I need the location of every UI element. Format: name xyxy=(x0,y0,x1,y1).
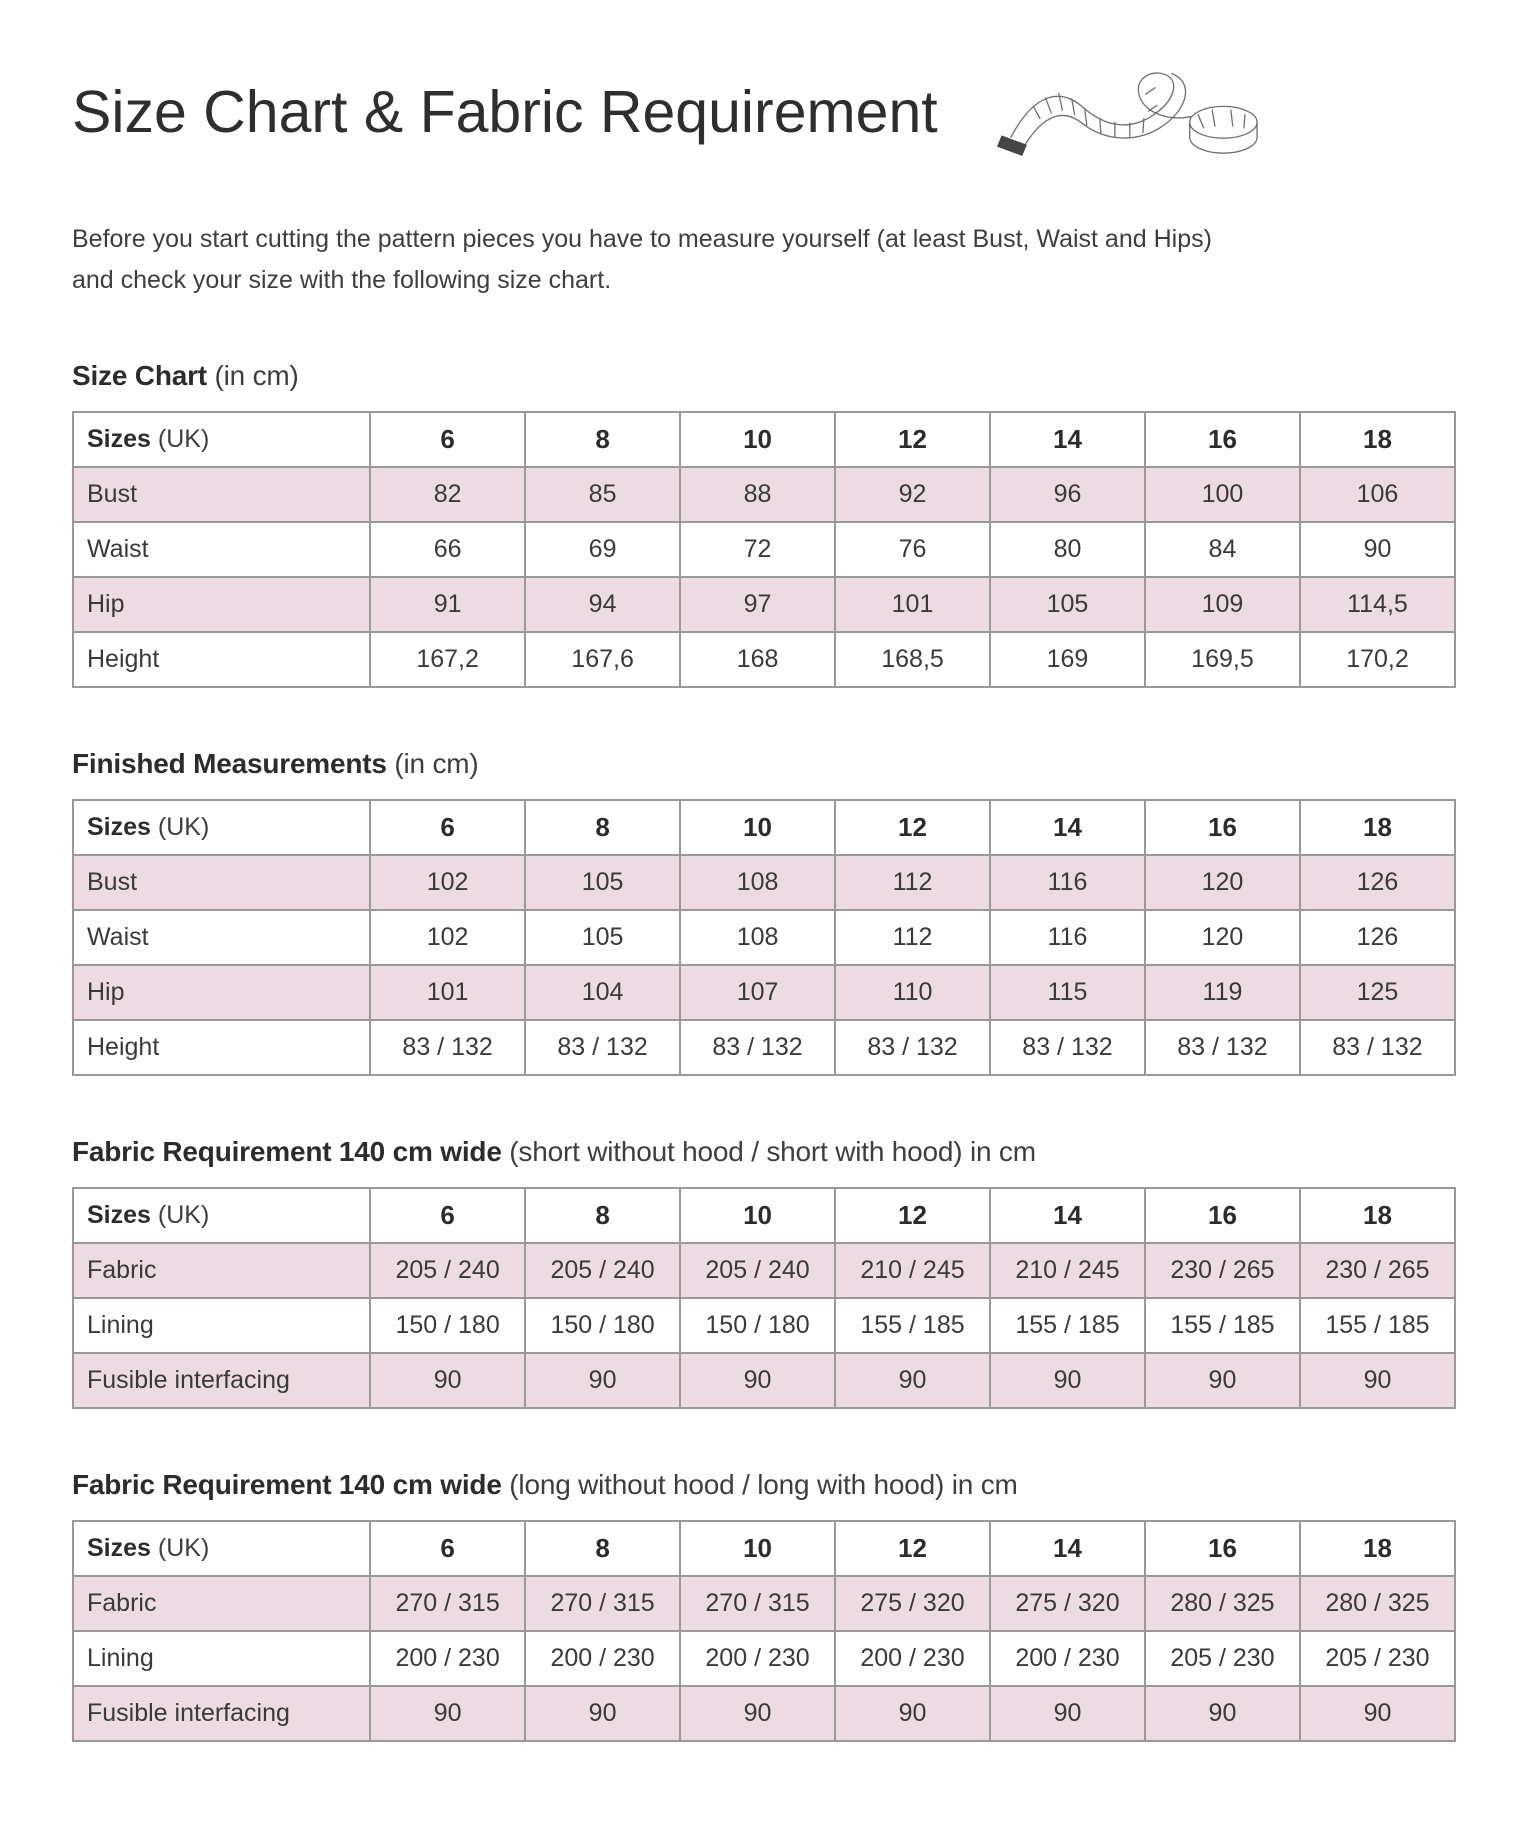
value-cell: 110 xyxy=(835,965,990,1020)
value-cell: 90 xyxy=(370,1353,525,1408)
value-cell: 90 xyxy=(1300,1353,1455,1408)
value-cell: 116 xyxy=(990,910,1145,965)
size-column-header: 8 xyxy=(525,1521,680,1576)
value-cell: 155 / 185 xyxy=(835,1298,990,1353)
value-cell: 90 xyxy=(1300,1686,1455,1741)
row-label: Height xyxy=(73,1020,370,1075)
value-cell: 97 xyxy=(680,577,835,632)
value-cell: 115 xyxy=(990,965,1145,1020)
header-row xyxy=(73,1521,1455,1576)
value-cell: 106 xyxy=(1300,467,1455,522)
value-cell: 108 xyxy=(680,855,835,910)
size-column-header: 16 xyxy=(1145,1521,1300,1576)
value-cell: 109 xyxy=(1145,577,1300,632)
value-cell: 90 xyxy=(1145,1686,1300,1741)
value-cell: 83 / 132 xyxy=(990,1020,1145,1075)
size-column-header: 16 xyxy=(1145,1188,1300,1243)
value-cell: 200 / 230 xyxy=(835,1631,990,1686)
value-cell: 280 / 325 xyxy=(1145,1576,1300,1631)
size-column-header: 14 xyxy=(990,1521,1145,1576)
value-cell: 80 xyxy=(990,522,1145,577)
size-column-header: 10 xyxy=(680,1188,835,1243)
size-column-header: 18 xyxy=(1300,412,1455,467)
row-label: Fabric xyxy=(73,1243,370,1298)
value-cell: 205 / 230 xyxy=(1145,1631,1300,1686)
header-row xyxy=(73,800,1455,855)
row-label: Hip xyxy=(73,577,370,632)
value-cell: 101 xyxy=(835,577,990,632)
value-cell: 112 xyxy=(835,855,990,910)
table-row xyxy=(73,1576,1455,1631)
section-heading xyxy=(72,748,1456,780)
value-cell: 105 xyxy=(990,577,1145,632)
value-cell: 126 xyxy=(1300,910,1455,965)
value-cell: 105 xyxy=(525,910,680,965)
size-column-header: 10 xyxy=(680,800,835,855)
heading-bold: Finished Measurements xyxy=(72,748,387,779)
table-row xyxy=(73,467,1455,522)
size-chart-table-holder xyxy=(72,411,1456,688)
row-label: Lining xyxy=(73,1298,370,1353)
value-cell: 126 xyxy=(1300,855,1455,910)
value-cell: 96 xyxy=(990,467,1145,522)
value-cell: 84 xyxy=(1145,522,1300,577)
value-cell: 270 / 315 xyxy=(525,1576,680,1631)
section-heading xyxy=(72,360,1456,392)
heading-rest: (short without hood / short with hood) in cm xyxy=(501,1136,1036,1167)
value-cell: 91 xyxy=(370,577,525,632)
fabric-requirement-long-table-holder xyxy=(72,1520,1456,1742)
heading-bold: Fabric Requirement 140 cm wide xyxy=(72,1136,502,1167)
value-cell: 100 xyxy=(1145,467,1300,522)
value-cell: 83 / 132 xyxy=(680,1020,835,1075)
row-label: Bust xyxy=(73,467,370,522)
table-row xyxy=(73,1631,1455,1686)
value-cell: 205 / 240 xyxy=(680,1243,835,1298)
value-cell: 119 xyxy=(1145,965,1300,1020)
value-cell: 85 xyxy=(525,467,680,522)
table-row xyxy=(73,632,1455,687)
value-cell: 167,2 xyxy=(370,632,525,687)
value-cell: 280 / 325 xyxy=(1300,1576,1455,1631)
value-cell: 205 / 240 xyxy=(525,1243,680,1298)
value-cell: 167,6 xyxy=(525,632,680,687)
row-label: Bust xyxy=(73,855,370,910)
value-cell: 168 xyxy=(680,632,835,687)
table-row xyxy=(73,910,1455,965)
value-cell: 83 / 132 xyxy=(525,1020,680,1075)
value-cell: 92 xyxy=(835,467,990,522)
value-cell: 200 / 230 xyxy=(370,1631,525,1686)
table-row xyxy=(73,577,1455,632)
value-cell: 169 xyxy=(990,632,1145,687)
value-cell: 83 / 132 xyxy=(1145,1020,1300,1075)
table-row xyxy=(73,1298,1455,1353)
size-column-header: 8 xyxy=(525,1188,680,1243)
table-row xyxy=(73,965,1455,1020)
table-row xyxy=(73,1686,1455,1741)
size-table xyxy=(72,1187,1456,1409)
value-cell: 169,5 xyxy=(1145,632,1300,687)
table-row xyxy=(73,1020,1455,1075)
row-label: Fabric xyxy=(73,1576,370,1631)
value-cell: 83 / 132 xyxy=(1300,1020,1455,1075)
size-table xyxy=(72,1520,1456,1742)
value-cell: 90 xyxy=(370,1686,525,1741)
value-cell: 120 xyxy=(1145,910,1300,965)
value-cell: 200 / 230 xyxy=(525,1631,680,1686)
size-table xyxy=(72,411,1456,688)
section-heading xyxy=(72,1136,1456,1168)
value-cell: 102 xyxy=(370,855,525,910)
section-finished-measurements xyxy=(72,748,1456,1076)
row-label: Fusible interfacing xyxy=(73,1686,370,1741)
size-column-header: 8 xyxy=(525,412,680,467)
value-cell: 230 / 265 xyxy=(1145,1243,1300,1298)
value-cell: 120 xyxy=(1145,855,1300,910)
header-row xyxy=(73,1188,1455,1243)
value-cell: 210 / 245 xyxy=(990,1243,1145,1298)
value-cell: 150 / 180 xyxy=(525,1298,680,1353)
row-label: Lining xyxy=(73,1631,370,1686)
size-column-header: 6 xyxy=(370,1188,525,1243)
table-row xyxy=(73,1243,1455,1298)
value-cell: 90 xyxy=(1300,522,1455,577)
value-cell: 275 / 320 xyxy=(990,1576,1145,1631)
size-column-header: 14 xyxy=(990,412,1145,467)
value-cell: 104 xyxy=(525,965,680,1020)
sizes-header-cell: Sizes (UK) xyxy=(73,1188,370,1243)
value-cell: 90 xyxy=(835,1686,990,1741)
value-cell: 107 xyxy=(680,965,835,1020)
value-cell: 275 / 320 xyxy=(835,1576,990,1631)
size-column-header: 16 xyxy=(1145,412,1300,467)
value-cell: 76 xyxy=(835,522,990,577)
size-column-header: 16 xyxy=(1145,800,1300,855)
value-cell: 66 xyxy=(370,522,525,577)
measuring-tape-icon xyxy=(996,56,1258,173)
size-column-header: 10 xyxy=(680,412,835,467)
section-fabric-requirement-short xyxy=(72,1136,1456,1409)
value-cell: 90 xyxy=(835,1353,990,1408)
value-cell: 83 / 132 xyxy=(835,1020,990,1075)
size-column-header: 6 xyxy=(370,412,525,467)
size-column-header: 10 xyxy=(680,1521,835,1576)
value-cell: 150 / 180 xyxy=(370,1298,525,1353)
size-column-header: 18 xyxy=(1300,1188,1455,1243)
heading-rest: (long without hood / long with hood) in cm xyxy=(501,1469,1018,1500)
heading-bold: Size Chart xyxy=(72,360,207,391)
table-row xyxy=(73,855,1455,910)
size-column-header: 14 xyxy=(990,800,1145,855)
size-column-header: 12 xyxy=(835,1521,990,1576)
size-column-header: 8 xyxy=(525,800,680,855)
table-row xyxy=(73,1353,1455,1408)
value-cell: 210 / 245 xyxy=(835,1243,990,1298)
value-cell: 102 xyxy=(370,910,525,965)
value-cell: 90 xyxy=(1145,1353,1300,1408)
value-cell: 170,2 xyxy=(1300,632,1455,687)
title-row xyxy=(72,50,1456,173)
heading-bold: Fabric Requirement 140 cm wide xyxy=(72,1469,502,1500)
value-cell: 116 xyxy=(990,855,1145,910)
heading-rest: (in cm) xyxy=(386,748,479,779)
value-cell: 114,5 xyxy=(1300,577,1455,632)
size-column-header: 14 xyxy=(990,1188,1145,1243)
value-cell: 69 xyxy=(525,522,680,577)
value-cell: 101 xyxy=(370,965,525,1020)
value-cell: 155 / 185 xyxy=(1300,1298,1455,1353)
table-row xyxy=(73,522,1455,577)
value-cell: 150 / 180 xyxy=(680,1298,835,1353)
value-cell: 82 xyxy=(370,467,525,522)
sizes-header-cell: Sizes (UK) xyxy=(73,800,370,855)
row-label: Fusible interfacing xyxy=(73,1353,370,1408)
finished-measurements-table-holder xyxy=(72,799,1456,1076)
section-fabric-requirement-long xyxy=(72,1469,1456,1742)
value-cell: 200 / 230 xyxy=(990,1631,1145,1686)
section-size-chart xyxy=(72,360,1456,688)
sizes-header-cell: Sizes (UK) xyxy=(73,1521,370,1576)
header-row xyxy=(73,412,1455,467)
value-cell: 90 xyxy=(990,1686,1145,1741)
value-cell: 88 xyxy=(680,467,835,522)
value-cell: 168,5 xyxy=(835,632,990,687)
value-cell: 90 xyxy=(990,1353,1145,1408)
value-cell: 83 / 132 xyxy=(370,1020,525,1075)
intro-line-1: Before you start cutting the pattern pieces you have to measure yourself (at least Bust, Waist and Hips) xyxy=(72,225,1212,253)
value-cell: 230 / 265 xyxy=(1300,1243,1455,1298)
value-cell: 94 xyxy=(525,577,680,632)
intro-line-2: and check your size with the following size chart. xyxy=(72,265,612,294)
sizes-header-cell: Sizes (UK) xyxy=(73,412,370,467)
value-cell: 270 / 315 xyxy=(680,1576,835,1631)
size-column-header: 18 xyxy=(1300,1521,1455,1576)
row-label: Waist xyxy=(73,522,370,577)
value-cell: 90 xyxy=(680,1353,835,1408)
value-cell: 90 xyxy=(525,1686,680,1741)
value-cell: 155 / 185 xyxy=(1145,1298,1300,1353)
size-column-header: 18 xyxy=(1300,800,1455,855)
intro-paragraph xyxy=(72,219,1332,300)
value-cell: 72 xyxy=(680,522,835,577)
size-column-header: 12 xyxy=(835,800,990,855)
row-label: Hip xyxy=(73,965,370,1020)
size-column-header: 6 xyxy=(370,800,525,855)
value-cell: 125 xyxy=(1300,965,1455,1020)
value-cell: 90 xyxy=(680,1686,835,1741)
size-column-header: 12 xyxy=(835,1188,990,1243)
value-cell: 205 / 240 xyxy=(370,1243,525,1298)
value-cell: 90 xyxy=(525,1353,680,1408)
row-label: Height xyxy=(73,632,370,687)
section-heading xyxy=(72,1469,1456,1501)
size-table xyxy=(72,799,1456,1076)
heading-rest: (in cm) xyxy=(206,360,299,391)
value-cell: 200 / 230 xyxy=(680,1631,835,1686)
value-cell: 108 xyxy=(680,910,835,965)
value-cell: 205 / 230 xyxy=(1300,1631,1455,1686)
value-cell: 270 / 315 xyxy=(370,1576,525,1631)
value-cell: 155 / 185 xyxy=(990,1298,1145,1353)
fabric-requirement-short-table-holder xyxy=(72,1187,1456,1409)
size-column-header: 12 xyxy=(835,412,990,467)
row-label: Waist xyxy=(73,910,370,965)
value-cell: 105 xyxy=(525,855,680,910)
value-cell: 112 xyxy=(835,910,990,965)
page-title: Size Chart & Fabric Requirement xyxy=(72,78,938,145)
size-column-header: 6 xyxy=(370,1521,525,1576)
